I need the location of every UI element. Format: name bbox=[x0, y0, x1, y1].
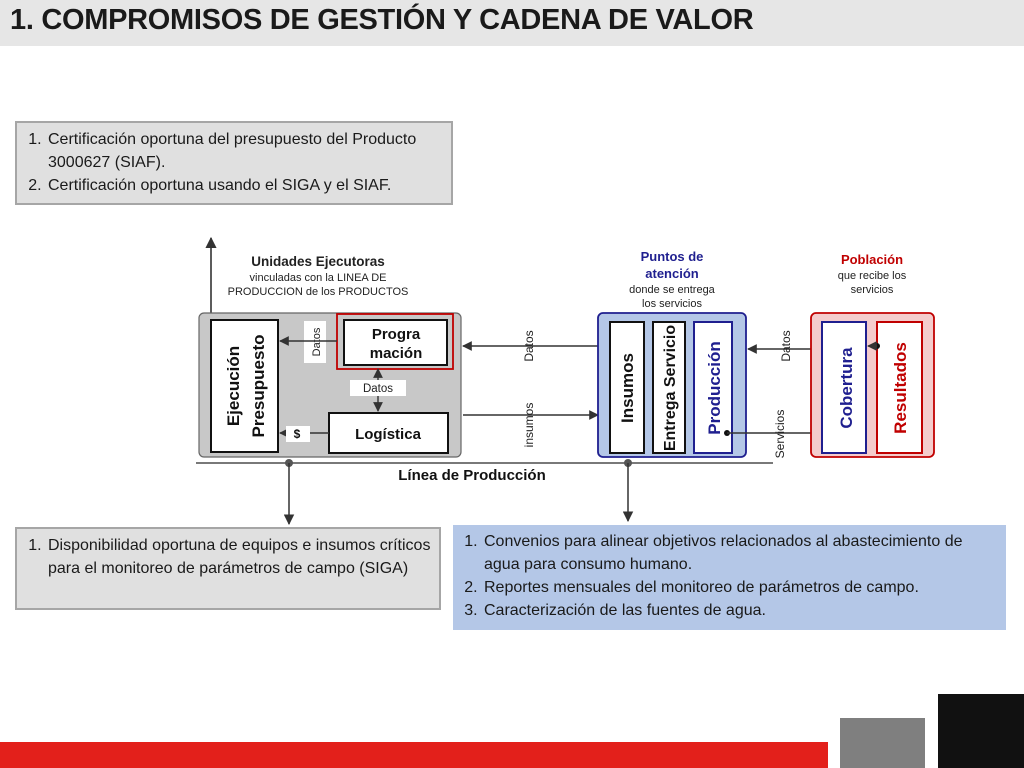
datos-horizontal-label: Datos bbox=[362, 383, 394, 395]
list-item: 2. Reportes mensuales del monitoreo de parámetros de campo. bbox=[482, 576, 1000, 599]
presupuesto-label: Presupuesto bbox=[249, 334, 268, 438]
pob-subtitle-2: servicios bbox=[850, 284, 894, 296]
cobertura-label: Cobertura bbox=[837, 347, 856, 429]
programacion-label-1: Progra bbox=[371, 326, 421, 343]
datos-return-label: Datos bbox=[779, 330, 793, 362]
entrega-servicio-label: Entrega Servicio bbox=[662, 324, 679, 452]
programacion-label-2: mación bbox=[369, 345, 423, 362]
insumos-flow-label: insumos bbox=[522, 402, 536, 448]
ue-subtitle-2: PRODUCCION de los PRODUCTOS bbox=[227, 286, 409, 298]
logistica-label: Logística bbox=[355, 426, 421, 443]
produccion-label: Producción bbox=[705, 341, 724, 435]
footer-red-bar bbox=[0, 742, 828, 768]
dollar-label: $ bbox=[293, 427, 301, 441]
resultados-label: Resultados bbox=[891, 342, 910, 434]
footer-gray-square bbox=[840, 718, 925, 768]
pob-subtitle-1: que recibe los bbox=[837, 270, 907, 282]
datos-flow-label: Datos bbox=[522, 330, 536, 362]
pa-subtitle-2: los servicios bbox=[642, 298, 702, 310]
list-item: 2. Certificación oportuna usando el SIGA y el SIAF. bbox=[46, 174, 445, 197]
ejecucion-label: Ejecución bbox=[224, 345, 243, 427]
page-title: 1. COMPROMISOS DE GESTIÓN Y CADENA DE VALOR bbox=[10, 4, 754, 36]
datos-vertical-label: Datos bbox=[311, 327, 323, 357]
pa-title-2: atención bbox=[645, 266, 699, 281]
ue-subtitle-1: vinculadas con la LINEA DE bbox=[249, 272, 387, 284]
pob-title: Población bbox=[840, 252, 904, 267]
footer-black-square bbox=[938, 694, 1024, 768]
list-item: 3. Caracterización de las fuentes de agua. bbox=[482, 599, 1000, 622]
list-item: 1. Certificación oportuna del presupuesto del Producto 3000627 (SIAF). bbox=[46, 128, 445, 174]
list-item: 1. Convenios para alinear objetivos relacionados al abastecimiento de agua para consumo humano. bbox=[482, 530, 1000, 576]
servicios-flow-label: Servicios bbox=[773, 409, 787, 459]
list-item: 1. Disponibilidad oportuna de equipos e insumos críticos para el monitoreo de parámetros de campo (SIGA) bbox=[46, 534, 433, 580]
production-line-label: Línea de Producción bbox=[398, 467, 546, 484]
insumos-label: Insumos bbox=[618, 353, 637, 423]
pa-title-1: Puntos de bbox=[640, 249, 704, 264]
ue-title: Unidades Ejecutoras bbox=[251, 254, 385, 269]
pa-subtitle-1: donde se entrega bbox=[629, 284, 715, 296]
